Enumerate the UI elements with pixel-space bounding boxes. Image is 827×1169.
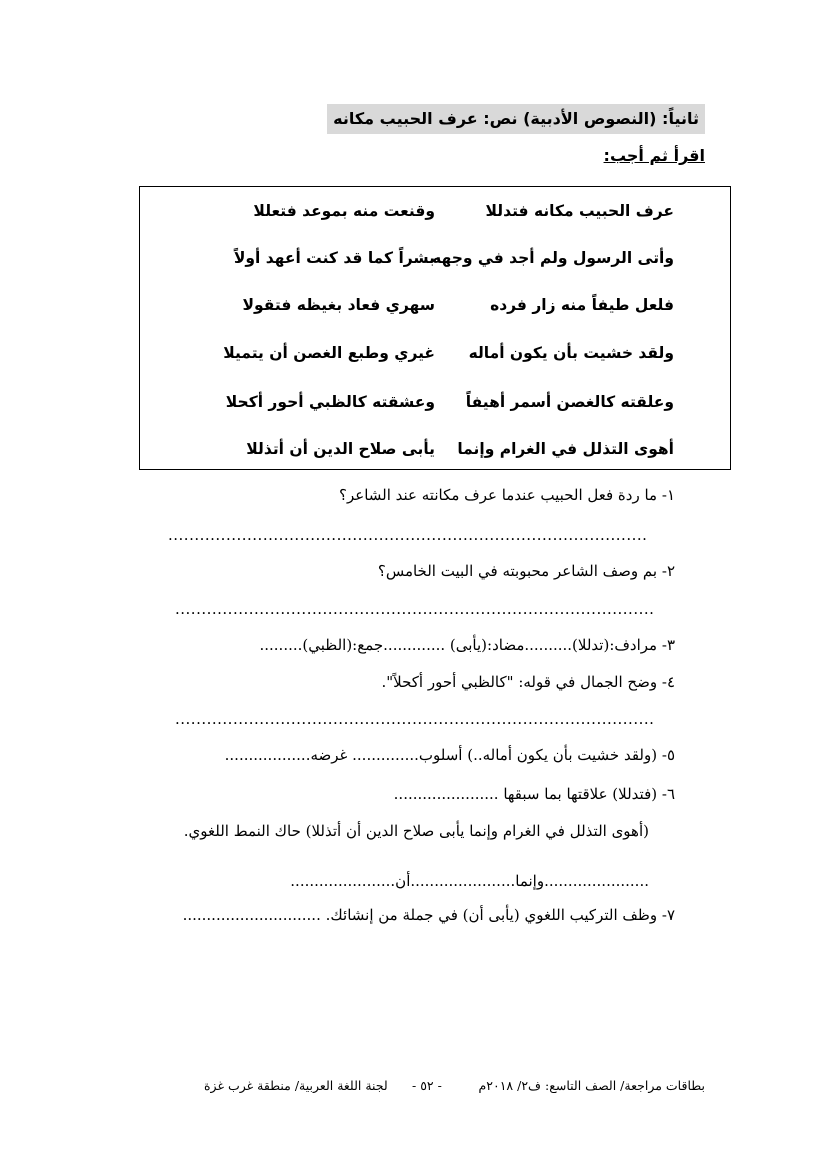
verse-first-hemistich: عرف الحبيب مكانه فتدللا bbox=[485, 202, 674, 220]
answer-line-1: ........................................................................................... bbox=[168, 526, 648, 544]
verse bbox=[140, 344, 730, 368]
question-5: ٥- (ولقد خشيت بأن يكون أماله..) أسلوب.............. غرضه.................. bbox=[224, 746, 675, 764]
question-3: ٣- مرادف:(تدللا)..........مضاد:(يأبى) .............جمع:(الظبي)......... bbox=[259, 636, 675, 654]
verse-first-hemistich: أهوى التذلل في الغرام وإنما bbox=[457, 440, 674, 458]
section-title: ثانياً: (النصوص الأدبية) نص: عرف الحبيب مكانه bbox=[327, 104, 705, 134]
footer-course-info: بطاقات مراجعة/ الصف التاسع: ف٢/ ٢٠١٨م bbox=[478, 1078, 705, 1093]
page-number: - ٥٢ - bbox=[412, 1078, 442, 1093]
verse-second-hemistich: وقنعت منه بموعد فتعللا bbox=[253, 202, 435, 220]
verse-first-hemistich: فلعل طيفاً منه زار فرده bbox=[490, 296, 674, 314]
poem-box bbox=[139, 186, 731, 470]
answer-line-2: ........................................................................................... bbox=[175, 600, 655, 618]
footer-committee: لجنة اللغة العربية/ منطقة غرب غزة bbox=[204, 1078, 388, 1093]
question-1: ١- ما ردة فعل الحبيب عندما عرف مكانته عند الشاعر؟ bbox=[339, 486, 675, 504]
verse-second-hemistich: وعشقته كالظبي أحور أكحلا bbox=[225, 393, 435, 411]
verse-second-hemistich: بشراً كما قد كنت أعهد أولاً bbox=[233, 249, 435, 267]
question-6-quote: (أهوى التذلل في الغرام وإنما يأبى صلاح الدين أن أتذللا) حاك النمط اللغوي. bbox=[183, 822, 649, 840]
question-6-pattern: ......................وإنما......................أن...................... bbox=[290, 872, 649, 890]
verse bbox=[140, 202, 730, 226]
verse-second-hemistich: سهري فعاد بغيظه فتقولا bbox=[242, 296, 435, 314]
question-7: ٧- وظف التركيب اللغوي (يأبى أن) في جملة من إنشائك. ............................. bbox=[182, 906, 675, 924]
verse bbox=[140, 296, 730, 320]
verse-second-hemistich: يأبى صلاح الدين أن أتذللا bbox=[246, 440, 435, 458]
verse-first-hemistich: وأتى الرسول ولم أجد في وجهه bbox=[432, 249, 674, 267]
verse-second-hemistich: غيري وطبع الغصن أن يتميلا bbox=[223, 344, 435, 362]
instruction: اقرأ ثم أجب: bbox=[603, 146, 705, 165]
question-6: ٦- (فتدللا) علاقتها بما سبقها ...................... bbox=[393, 785, 675, 803]
verse bbox=[140, 440, 730, 464]
answer-line-4: ........................................................................................... bbox=[175, 710, 655, 728]
verse bbox=[140, 393, 730, 417]
verse-first-hemistich: وعلقته كالغصن أسمر أهيفاً bbox=[465, 393, 674, 411]
question-2: ٢- بم وصف الشاعر محبوبته في البيت الخامس؟ bbox=[377, 562, 675, 580]
question-4: ٤- وضح الجمال في قوله: "كالظبي أحور أكحلاً". bbox=[381, 673, 675, 691]
verse bbox=[140, 249, 730, 273]
verse-first-hemistich: ولقد خشيت بأن يكون أماله bbox=[468, 344, 674, 362]
